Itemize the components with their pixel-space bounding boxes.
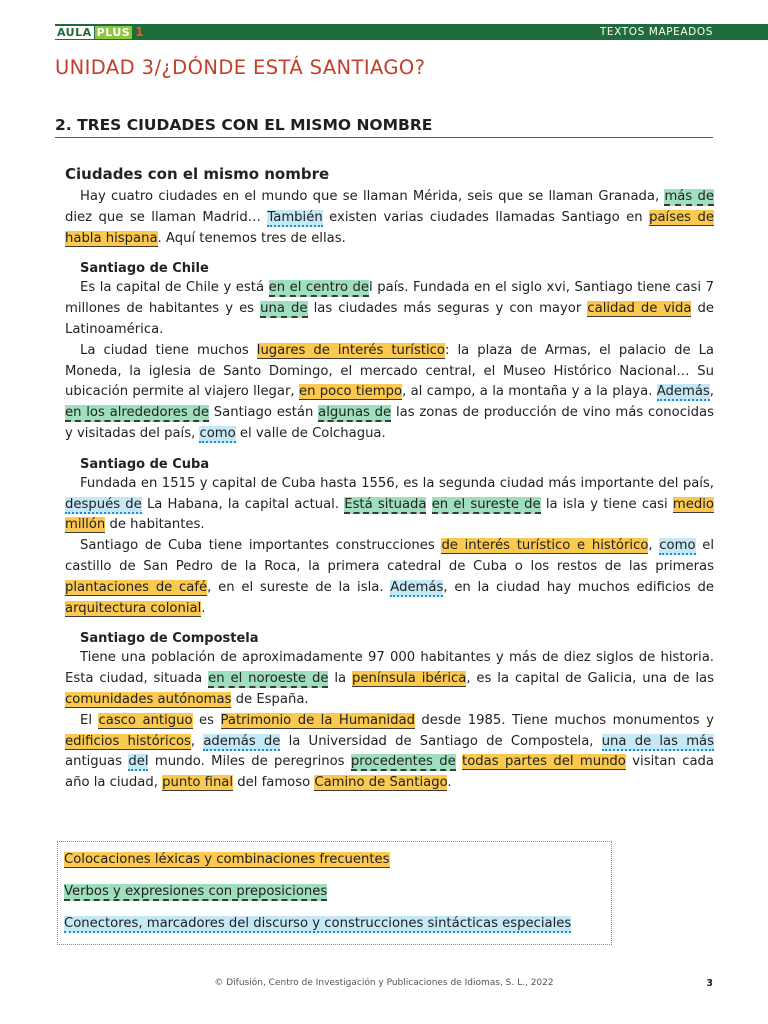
cuba-paragraph-1: Fundada en 1515 y capital de Cuba hasta 1556, es la segunda ciudad más importante del país, después de La Habana, la capital actual. Está situada en el sureste de la isla y tiene casi medio millón de habitantes. [65, 475, 714, 533]
legend-verbs: Verbos y expresiones con preposiciones [64, 884, 328, 899]
compostela-heading: Santiago de Compostela [80, 631, 259, 647]
verb-expression-highlight: en el sureste de [431, 496, 541, 512]
verb-expression-highlight: en los alrededores de [65, 405, 209, 421]
reading-text [65, 163, 714, 794]
connector-highlight: una de las más [601, 733, 714, 749]
chile-heading: Santiago de Chile [80, 261, 209, 277]
connector-highlight: Además [656, 384, 710, 400]
verb-expression-highlight: en el centro de [268, 280, 370, 296]
collocation-highlight: punto final [162, 775, 234, 791]
connector-highlight: Además [390, 579, 444, 595]
unit-title: UNIDAD 3/¿DÓNDE ESTÁ SANTIAGO? [55, 56, 426, 79]
collocation-highlight: Patrimonio de la Humanidad [220, 712, 415, 728]
collocation-highlight: calidad de vida [587, 301, 692, 317]
verb-expression-highlight: procedentes de [350, 754, 456, 770]
connector-highlight: después de [65, 496, 142, 512]
section-divider [55, 137, 713, 138]
collocation-highlight: comunidades autónomas [65, 691, 232, 707]
collocation-highlight: Camino de Santiago [314, 775, 448, 791]
collocation-highlight: lugares de interés turístico [256, 342, 445, 358]
intro-paragraph: Hay cuatro ciudades en el mundo que se llaman Mérida, seis que se llaman Granada, más de diez que se llaman Madrid… También existen varias ciudades llamadas Santiago en países de habla hispana. Aquí tenemos tres de ellas. [65, 189, 714, 246]
cuba-heading: Santiago de Cuba [80, 456, 210, 472]
compostela-paragraph-2: El casco antiguo es Patrimonio de la Humanidad desde 1985. Tiene muchos monumentos y edificios históricos, además de la Universidad de Santiago de Compostela, una de las más antiguas del mundo. Miles de peregrinos procedentes de todas partes del mundo visitan cada año la ciudad, punto final del famoso Camino de Santiago. [65, 712, 714, 791]
connector-highlight: como [199, 425, 236, 441]
connector-highlight: También [267, 209, 323, 225]
verb-expression-highlight: una de [260, 301, 308, 317]
section-tag: TEXTOS MAPEADOS [599, 26, 713, 38]
reading-title: Ciudades con el mismo nombre [65, 165, 330, 183]
collocation-highlight: plantaciones de café [65, 579, 208, 595]
collocation-highlight: medio millón [65, 496, 714, 533]
verb-expression-highlight: más de [664, 189, 714, 204]
cuba-paragraph-2: Santiago de Cuba tiene importantes construcciones de interés turístico e histórico, como el castillo de San Pedro de la Roca, la primera catedral de Cuba o los restos de las primeras plantaciones de café, en el sureste de la isla. Además, en la ciudad hay muchos edificios de arquitectura colonial. [65, 538, 714, 616]
collocation-highlight: de interés turístico e histórico [441, 538, 649, 554]
verb-expression-highlight: algunas de [318, 405, 392, 421]
highlight-legend [57, 841, 612, 945]
collocation-highlight: arquitectura colonial [65, 600, 202, 616]
legend-connectors: Conectores, marcadores del discurso y construcciones sintácticas especiales [64, 916, 572, 931]
logo-plus: PLUS [96, 25, 131, 39]
collocation-highlight: península ibérica [352, 671, 467, 687]
chile-paragraph-2: La ciudad tiene muchos lugares de interés turístico: la plaza de Armas, el palacio de La Moneda, la iglesia de Santo Domingo, el mercado central, el Museo Histórico Nacional… Su ubicación permite al viajero llegar, en poco tiempo, al campo, a la montaña y a la playa. Además, en los alrededores de Santiago están algunas de las zonas de producción de vino más conocidas y visitadas del país, como el valle de Colchagua. [65, 342, 714, 441]
collocation-highlight: edificios históricos [65, 733, 191, 749]
aula-plus-logo [55, 25, 144, 39]
collocation-highlight: casco antiguo [98, 712, 193, 728]
section-title: 2. TRES CIUDADES CON EL MISMO NOMBRE [55, 116, 433, 134]
connector-highlight: del [128, 754, 149, 770]
chile-paragraph-1: Es la capital de Chile y está en el centro del país. Fundada en el siglo xvi, Santiago tiene casi 7 millones de habitantes y es una de las ciudades más seguras y con mayor calidad de vida de Latinoamérica. [65, 280, 715, 337]
logo-level: 1 [135, 24, 144, 39]
verb-expression-highlight: en el noroeste de [208, 671, 329, 687]
compostela-paragraph-1: Tiene una población de aproximadamente 97 000 habitantes y más de diez siglos de historia. Esta ciudad, situada en el noroeste de la península ibérica, es la capital de Galicia, una de las comunidades autónomas de España. [65, 650, 714, 707]
copyright-footer: © Difusión, Centro de Investigación y Publicaciones de Idiomas, S. L., 2022 [214, 978, 554, 988]
connector-highlight: como [659, 538, 696, 554]
page-number: 3 [706, 978, 713, 989]
collocation-highlight: en poco tiempo [298, 384, 403, 400]
verb-expression-highlight: Está situada [344, 496, 427, 512]
connector-highlight: además de [203, 733, 281, 749]
collocation-highlight: países de habla hispana [65, 209, 714, 246]
legend-collocations: Colocaciones léxicas y combinaciones frecuentes [64, 852, 390, 867]
collocation-highlight: todas partes del mundo [462, 754, 626, 770]
logo-aula: AULA [57, 25, 92, 39]
